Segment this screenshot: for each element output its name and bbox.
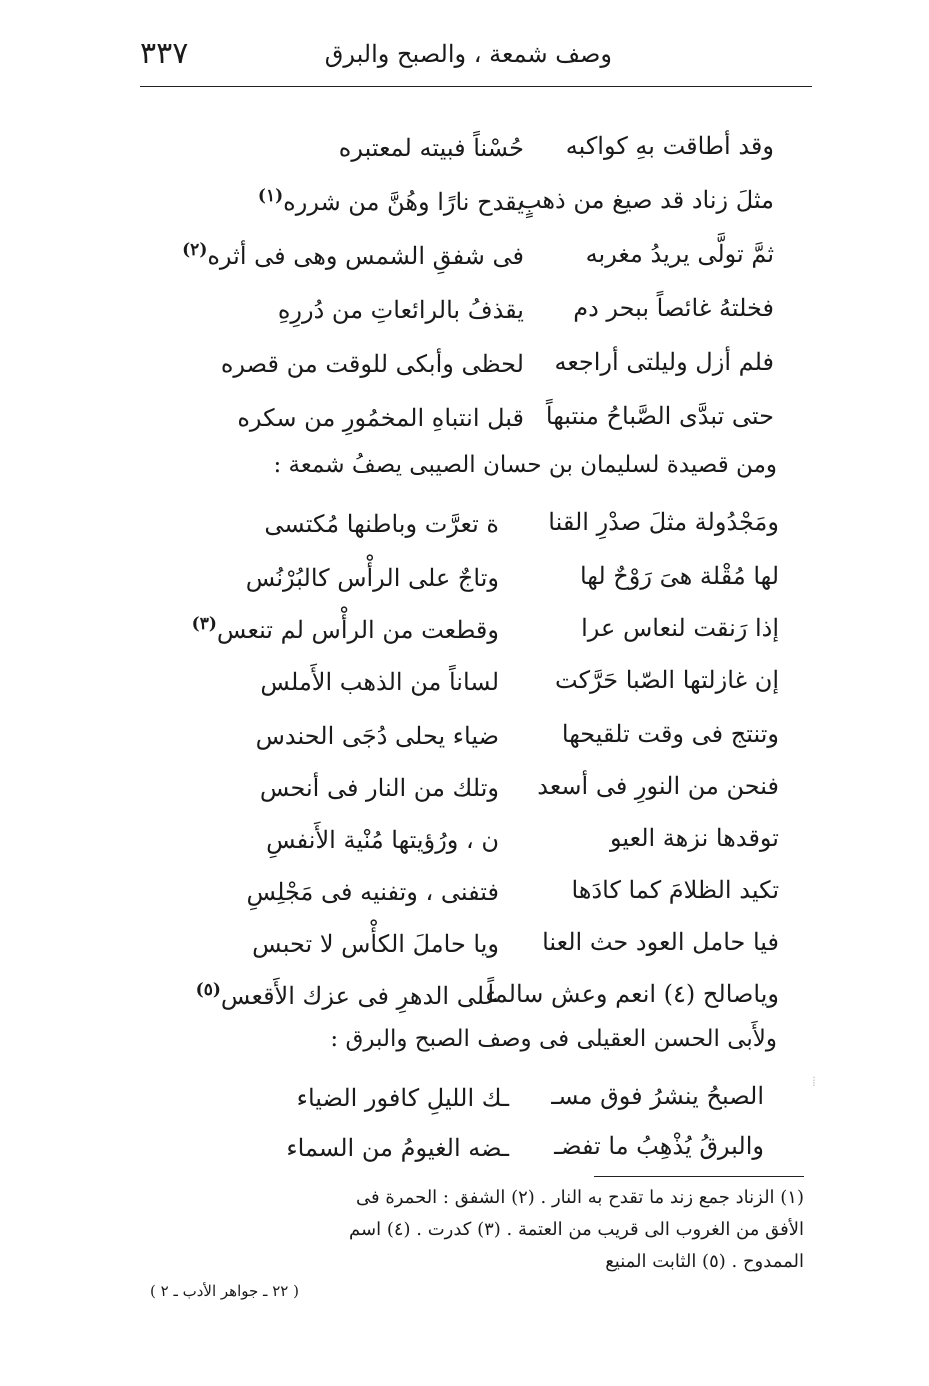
hemistich-text: ضياء يحلى دُجَى الحندس bbox=[255, 722, 499, 750]
section-intro: ولأَبى الحسن العقيلى فى وصف الصبح والبرق : bbox=[330, 1026, 777, 1052]
hemistich-text: لحظى وأبكى للوقت من قصره bbox=[220, 350, 524, 378]
hemistich-text: ة تعرَّت وباطنها مُكتسى bbox=[264, 510, 499, 538]
footnote-marker: (٣) bbox=[191, 614, 217, 634]
hemistich-text: يقذفُ بالرائعاتِ من دُررِهِ bbox=[277, 296, 524, 324]
verse-second-hemistich bbox=[278, 294, 524, 324]
verse-first-hemistich: ومَجْدُولة مثلَ صدْرِ القنا bbox=[548, 508, 779, 536]
hemistich-text: وقطعت من الرأْس لم تنعس bbox=[216, 616, 499, 644]
verse-first-hemistich: إذا رَنقت لنعاس عرا bbox=[581, 614, 779, 642]
footnote-line: (١) الزناد جمع زند ما تقدح به النار . (٢) الشفق : الحمرة فى bbox=[355, 1187, 804, 1208]
verse-first-hemistich: وياصالح (٤) انعم وعش سالماً bbox=[487, 980, 779, 1008]
running-title: وصف شمعة ، والصبح والبرق bbox=[324, 40, 612, 68]
verse-second-hemistich bbox=[252, 928, 499, 958]
footnote-marker: (١) bbox=[257, 186, 284, 206]
hemistich-text: فتفنى ، وتفنيه فى مَجْلِسِ bbox=[246, 878, 499, 906]
verse-line bbox=[0, 868, 929, 920]
verse-first-hemistich: إن غازلتها الصّبا حَرَّكت bbox=[555, 666, 779, 694]
verse-line bbox=[0, 658, 929, 710]
verse-first-hemistich: تكيد الظلامَ كما كادَها bbox=[571, 876, 779, 904]
verse-line bbox=[0, 606, 929, 658]
page-number: ٣٣٧ bbox=[140, 36, 189, 71]
verse-line bbox=[0, 920, 929, 972]
section-intro: ومن قصيدة لسليمان بن حسان الصيبى يصفُ شمعة : bbox=[273, 452, 777, 478]
verse-line bbox=[0, 500, 929, 552]
verse-first-hemistich: فيا حامل العود حث العنا bbox=[542, 928, 779, 956]
verse-first-hemistich: فلم أزل وليلتى أراجعه bbox=[554, 348, 774, 376]
hemistich-text: حُسْناً فبيته لمعتبره bbox=[338, 134, 524, 162]
verse-line bbox=[0, 1074, 929, 1126]
verse-first-hemistich: مثلَ زناد قد صيغ من ذهبٍ bbox=[518, 186, 774, 214]
hemistich-text: قبل انتباهِ المخمُورِ من سكره bbox=[237, 404, 524, 432]
verse-second-hemistich bbox=[286, 1132, 509, 1162]
hemistich-text: وتلك من النار فى أنحس bbox=[259, 774, 499, 802]
verse-second-hemistich bbox=[237, 402, 524, 432]
header-rule bbox=[140, 86, 812, 87]
verse-line bbox=[0, 286, 929, 338]
hemistich-text: ـضه الغيومُ من السماء bbox=[286, 1134, 509, 1162]
hemistich-text: على الدهرِ فى عزك الأَقعس bbox=[220, 982, 499, 1010]
verse-line bbox=[0, 232, 929, 284]
verse-first-hemistich: وقد أطاقت بهِ كواكبه bbox=[565, 132, 774, 160]
footnotes bbox=[124, 1182, 804, 1278]
verse-first-hemistich: الصبحُ ينشرُ فوق مسـ bbox=[551, 1082, 764, 1110]
verse-second-hemistich bbox=[339, 132, 524, 162]
verse-second-hemistich bbox=[256, 720, 499, 750]
verse-line bbox=[0, 394, 929, 446]
footnote-rule bbox=[594, 1176, 804, 1177]
verse-first-hemistich: حتى تبدَّى الصَّباحُ منتبهاً bbox=[545, 402, 774, 430]
scan-margin-mark: ⁞ bbox=[812, 1074, 816, 1090]
verse-second-hemistich bbox=[297, 1082, 509, 1112]
verse-second-hemistich bbox=[182, 240, 524, 270]
verse-line bbox=[0, 1124, 929, 1176]
page-header bbox=[140, 28, 812, 88]
verse-line bbox=[0, 340, 929, 392]
hemistich-text: وتاجٌ على الرأْس كالبُرْنُس bbox=[245, 564, 499, 592]
verse-second-hemistich bbox=[192, 614, 499, 644]
verse-first-hemistich: توقدها نزهة العيو bbox=[609, 824, 779, 852]
footnote-marker: (٥) bbox=[195, 980, 221, 1000]
verse-line bbox=[0, 972, 929, 1024]
verse-first-hemistich: وتنتج فى وقت تلقيحها bbox=[561, 720, 779, 748]
verse-second-hemistich bbox=[260, 772, 499, 802]
hemistich-text: ن ، ورُؤيتها مُنْية الأَنفسِ bbox=[266, 826, 499, 854]
verse-second-hemistich bbox=[196, 980, 499, 1010]
verse-second-hemistich bbox=[221, 348, 524, 378]
verse-line bbox=[0, 554, 929, 606]
hemistich-text: يقدح نارًا وهُنَّ من شرره bbox=[283, 188, 524, 216]
verse-second-hemistich bbox=[264, 508, 499, 538]
verse-first-hemistich: فنحن من النورِ فى أسعد bbox=[537, 772, 779, 800]
verse-second-hemistich bbox=[258, 186, 524, 216]
hemistich-text: فى شفقِ الشمس وهى فى أثره bbox=[207, 242, 524, 270]
footnote-marker: (٢) bbox=[182, 240, 208, 260]
footnote-line: الممدوح . (٥) الثابت المنيع bbox=[605, 1251, 804, 1272]
verse-line bbox=[0, 816, 929, 868]
verse-second-hemistich bbox=[260, 666, 499, 696]
footnote-line: الأفق من الغروب الى قريب من العتمة . (٣) كدرت . (٤) اسم bbox=[349, 1219, 804, 1240]
hemistich-text: ويا حاملَ الكأْس لا تحبس bbox=[252, 930, 499, 958]
verse-first-hemistich: فخلتهُ غائصاً ببحر دم bbox=[573, 294, 774, 322]
verse-second-hemistich bbox=[246, 562, 499, 592]
hemistich-text: لساناً من الذهب الأَملس bbox=[260, 668, 499, 696]
verse-first-hemistich: لها مُقْلة هىَ رَوْحٌ لها bbox=[579, 562, 779, 590]
verse-second-hemistich bbox=[266, 824, 499, 854]
verse-line bbox=[0, 764, 929, 816]
verse-second-hemistich bbox=[247, 876, 500, 906]
verse-line bbox=[0, 178, 929, 230]
verse-first-hemistich: ثمَّ تولَّى يريدُ مغربه bbox=[585, 240, 774, 268]
signature-mark: ( ٢٢ ـ جواهر الأدب ـ ٢ ) bbox=[150, 1282, 299, 1300]
verse-line bbox=[0, 124, 929, 176]
hemistich-text: ـك الليلِ كافور الضياء bbox=[296, 1084, 509, 1112]
verse-line bbox=[0, 712, 929, 764]
verse-first-hemistich: والبرقُ يُذْهِبُ ما تفضـ bbox=[554, 1132, 764, 1160]
